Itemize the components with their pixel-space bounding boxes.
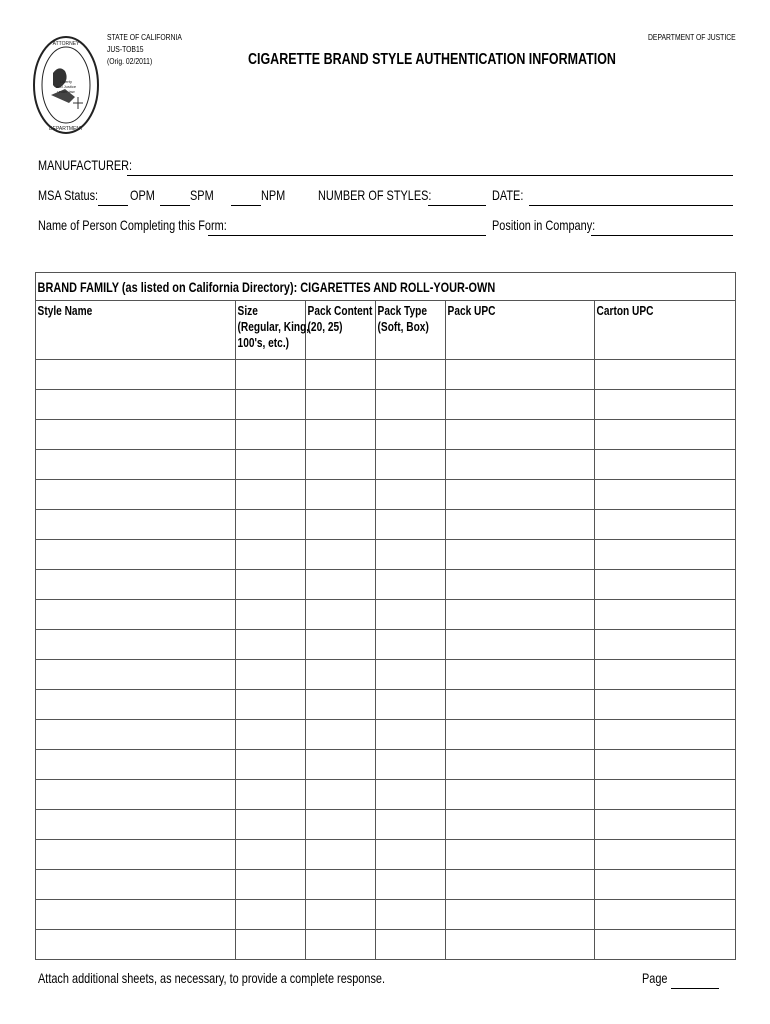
column-header-label [236, 301, 310, 351]
cell-pack-upc[interactable] [446, 750, 595, 780]
cell-pack-type[interactable] [376, 510, 446, 540]
cell-style-name[interactable] [36, 900, 236, 930]
cell-pack-upc[interactable] [446, 930, 595, 960]
cell-carton-upc[interactable] [595, 900, 736, 930]
cell-pack-upc[interactable] [446, 600, 595, 630]
cell-style-name[interactable] [36, 930, 236, 960]
agency-line-1: STATE OF CALIFORNIA [107, 33, 182, 42]
cell-pack-content[interactable] [306, 720, 376, 750]
cell-pack-content[interactable] [306, 570, 376, 600]
cell-pack-content[interactable] [306, 390, 376, 420]
cell-pack-upc[interactable] [446, 840, 595, 870]
cell-carton-upc[interactable] [595, 720, 736, 750]
cell-size[interactable] [236, 570, 306, 600]
cell-carton-upc[interactable] [595, 810, 736, 840]
column-header-pack-upc [446, 301, 595, 360]
column-header-line: Pack Content [307, 303, 373, 318]
cell-size[interactable] [236, 690, 306, 720]
table-row [36, 450, 736, 480]
cell-pack-upc[interactable] [446, 810, 595, 840]
cell-style-name[interactable] [36, 600, 236, 630]
cell-pack-type[interactable] [376, 720, 446, 750]
department-name: DEPARTMENT OF JUSTICE [648, 33, 736, 42]
cell-size[interactable] [236, 810, 306, 840]
cell-size[interactable] [236, 600, 306, 630]
cell-pack-upc[interactable] [446, 540, 595, 570]
date-label: DATE: [492, 187, 524, 203]
cell-carton-upc[interactable] [595, 420, 736, 450]
table-row [36, 900, 736, 930]
table-row [36, 420, 736, 450]
cell-size[interactable] [236, 840, 306, 870]
spm-label: SPM [190, 187, 214, 203]
table-row [36, 780, 736, 810]
cell-pack-upc[interactable] [446, 870, 595, 900]
footer-note: Attach additional sheets, as necessary, to provide a complete response. [38, 970, 386, 986]
cell-style-name[interactable] [36, 690, 236, 720]
column-header-line: Size [237, 303, 258, 318]
table-row [36, 480, 736, 510]
svg-text:Liberty: Liberty [59, 79, 73, 84]
npm-checkbox-line[interactable] [231, 205, 261, 206]
cell-style-name[interactable] [36, 840, 236, 870]
msa-status-label: MSA Status: [38, 187, 99, 203]
cell-size[interactable] [236, 660, 306, 690]
cell-size[interactable] [236, 870, 306, 900]
cell-pack-type[interactable] [376, 660, 446, 690]
opm-label: OPM [130, 187, 155, 203]
date-field[interactable] [529, 205, 733, 206]
cell-pack-upc[interactable] [446, 780, 595, 810]
cell-pack-content[interactable] [306, 750, 376, 780]
cell-pack-upc[interactable] [446, 570, 595, 600]
manufacturer-field[interactable] [127, 175, 733, 176]
cell-pack-content[interactable] [306, 660, 376, 690]
column-header-line: Pack UPC [447, 303, 496, 318]
person-name-label: Name of Person Completing this Form: [38, 217, 227, 233]
cell-style-name[interactable] [36, 390, 236, 420]
column-header-label [376, 301, 430, 335]
cell-style-name[interactable] [36, 810, 236, 840]
form-number: JUS-TOB15 [107, 45, 144, 54]
cell-style-name[interactable] [36, 420, 236, 450]
cell-pack-content[interactable] [306, 630, 376, 660]
cell-size[interactable] [236, 390, 306, 420]
cell-pack-content[interactable] [306, 690, 376, 720]
table-row [36, 690, 736, 720]
table-row [36, 840, 736, 870]
cell-carton-upc[interactable] [595, 750, 736, 780]
cell-pack-content[interactable] [306, 480, 376, 510]
page-number-field[interactable] [671, 988, 719, 989]
cell-pack-content[interactable] [306, 510, 376, 540]
column-header-line: (20, 25) [307, 319, 343, 334]
svg-text:ATTORNEY: ATTORNEY [52, 41, 80, 47]
column-header-label [446, 301, 561, 319]
column-header-line: Carton UPC [596, 303, 654, 318]
cell-size[interactable] [236, 630, 306, 660]
cell-pack-type[interactable] [376, 780, 446, 810]
cell-pack-upc[interactable] [446, 690, 595, 720]
table-row [36, 540, 736, 570]
cell-style-name[interactable] [36, 360, 236, 390]
column-header-line: Style Name [37, 303, 93, 318]
form-title: CIGARETTE BRAND STYLE AUTHENTICATION INFORMATION [248, 51, 616, 68]
table-row [36, 510, 736, 540]
cell-pack-type[interactable] [376, 840, 446, 870]
cell-carton-upc[interactable] [595, 660, 736, 690]
column-header-style-name [36, 301, 236, 360]
cell-pack-type[interactable] [376, 570, 446, 600]
column-header-label [36, 301, 191, 319]
cell-pack-type[interactable] [376, 810, 446, 840]
cell-carton-upc[interactable] [595, 870, 736, 900]
spm-checkbox-line[interactable] [160, 205, 190, 206]
column-header-size [236, 301, 310, 360]
cell-carton-upc[interactable] [595, 570, 736, 600]
table-row [36, 750, 736, 780]
cell-pack-content[interactable] [306, 420, 376, 450]
column-header-label [306, 301, 373, 335]
form-revision: (Orig. 02/2011) [107, 57, 153, 66]
cell-carton-upc[interactable] [595, 480, 736, 510]
cell-carton-upc[interactable] [595, 510, 736, 540]
cell-pack-type[interactable] [376, 540, 446, 570]
cell-style-name[interactable] [36, 750, 236, 780]
cell-pack-upc[interactable] [446, 390, 595, 420]
cell-style-name[interactable] [36, 870, 236, 900]
table-row [36, 810, 736, 840]
cell-carton-upc[interactable] [595, 450, 736, 480]
svg-text:and Justice: and Justice [55, 84, 77, 89]
cell-pack-content[interactable] [306, 780, 376, 810]
table-row [36, 660, 736, 690]
cell-style-name[interactable] [36, 570, 236, 600]
cell-pack-content[interactable] [306, 900, 376, 930]
cell-style-name[interactable] [36, 540, 236, 570]
cell-style-name[interactable] [36, 630, 236, 660]
cell-pack-upc[interactable] [446, 510, 595, 540]
table-row [36, 570, 736, 600]
person-name-field[interactable] [208, 235, 486, 236]
svg-text:DEPARTMENT: DEPARTMENT [49, 126, 83, 132]
table-row [36, 600, 736, 630]
cell-size[interactable] [236, 360, 306, 390]
cell-carton-upc[interactable] [595, 930, 736, 960]
position-field[interactable] [591, 235, 733, 236]
number-of-styles-field[interactable] [428, 205, 486, 206]
cell-pack-type[interactable] [376, 930, 446, 960]
table-row [36, 720, 736, 750]
cell-pack-content[interactable] [306, 870, 376, 900]
cell-pack-type[interactable] [376, 690, 446, 720]
table-row [36, 870, 736, 900]
cell-size[interactable] [236, 450, 306, 480]
cell-carton-upc[interactable] [595, 690, 736, 720]
cell-pack-type[interactable] [376, 480, 446, 510]
cell-carton-upc[interactable] [595, 840, 736, 870]
column-header-line: (Regular, King, [237, 319, 310, 334]
npm-label: NPM [261, 187, 286, 203]
cell-carton-upc[interactable] [595, 390, 736, 420]
cell-size[interactable] [236, 930, 306, 960]
cell-style-name[interactable] [36, 510, 236, 540]
column-header-label [595, 301, 704, 319]
cell-pack-upc[interactable] [446, 660, 595, 690]
cell-style-name[interactable] [36, 480, 236, 510]
opm-checkbox-line[interactable] [98, 205, 128, 206]
cell-pack-content[interactable] [306, 840, 376, 870]
cell-size[interactable] [236, 510, 306, 540]
cell-pack-type[interactable] [376, 420, 446, 450]
cell-size[interactable] [236, 480, 306, 510]
cell-pack-type[interactable] [376, 450, 446, 480]
cell-carton-upc[interactable] [595, 780, 736, 810]
cell-size[interactable] [236, 720, 306, 750]
cell-pack-type[interactable] [376, 870, 446, 900]
cell-carton-upc[interactable] [595, 360, 736, 390]
svg-text:under law: under law [57, 89, 75, 94]
cell-pack-type[interactable] [376, 630, 446, 660]
number-of-styles-label: NUMBER OF STYLES: [318, 187, 432, 203]
brand-style-table [35, 272, 736, 960]
cell-style-name[interactable] [36, 780, 236, 810]
cell-style-name[interactable] [36, 660, 236, 690]
cell-pack-type[interactable] [376, 900, 446, 930]
cell-pack-content[interactable] [306, 600, 376, 630]
cell-pack-type[interactable] [376, 390, 446, 420]
cell-size[interactable] [236, 900, 306, 930]
cell-pack-upc[interactable] [446, 450, 595, 480]
table-row [36, 390, 736, 420]
column-header-line: 100's, etc.) [237, 335, 290, 350]
cell-size[interactable] [236, 540, 306, 570]
cell-pack-upc[interactable] [446, 630, 595, 660]
cell-pack-upc[interactable] [446, 480, 595, 510]
cell-pack-upc[interactable] [446, 360, 595, 390]
cell-size[interactable] [236, 780, 306, 810]
cell-style-name[interactable] [36, 720, 236, 750]
brand-family-header: BRAND FAMILY (as listed on California Directory): CIGARETTES AND ROLL-YOUR-OWN [37, 279, 496, 295]
cell-pack-content[interactable] [306, 810, 376, 840]
cell-size[interactable] [236, 750, 306, 780]
cell-pack-content[interactable] [306, 450, 376, 480]
cell-pack-content[interactable] [306, 360, 376, 390]
cell-carton-upc[interactable] [595, 630, 736, 660]
cell-style-name[interactable] [36, 450, 236, 480]
cell-pack-type[interactable] [376, 600, 446, 630]
state-seal-logo [31, 33, 101, 137]
cell-pack-upc[interactable] [446, 420, 595, 450]
column-header-pack-type [376, 301, 446, 360]
position-label: Position in Company: [492, 217, 596, 233]
cell-pack-content[interactable] [306, 540, 376, 570]
column-header-line: Pack Type [377, 303, 427, 318]
cell-carton-upc[interactable] [595, 540, 736, 570]
cell-pack-content[interactable] [306, 930, 376, 960]
cell-carton-upc[interactable] [595, 600, 736, 630]
cell-pack-type[interactable] [376, 750, 446, 780]
table-row [36, 360, 736, 390]
cell-pack-type[interactable] [376, 360, 446, 390]
cell-pack-upc[interactable] [446, 900, 595, 930]
brand-family-header-cell [36, 273, 736, 301]
manufacturer-label: MANUFACTURER: [38, 157, 133, 173]
page-label: Page [642, 970, 668, 986]
column-header-line: (Soft, Box) [377, 319, 429, 334]
table-row [36, 930, 736, 960]
cell-size[interactable] [236, 420, 306, 450]
table-row [36, 630, 736, 660]
column-header-carton-upc [595, 301, 736, 360]
cell-pack-upc[interactable] [446, 720, 595, 750]
column-header-pack-content [306, 301, 376, 360]
